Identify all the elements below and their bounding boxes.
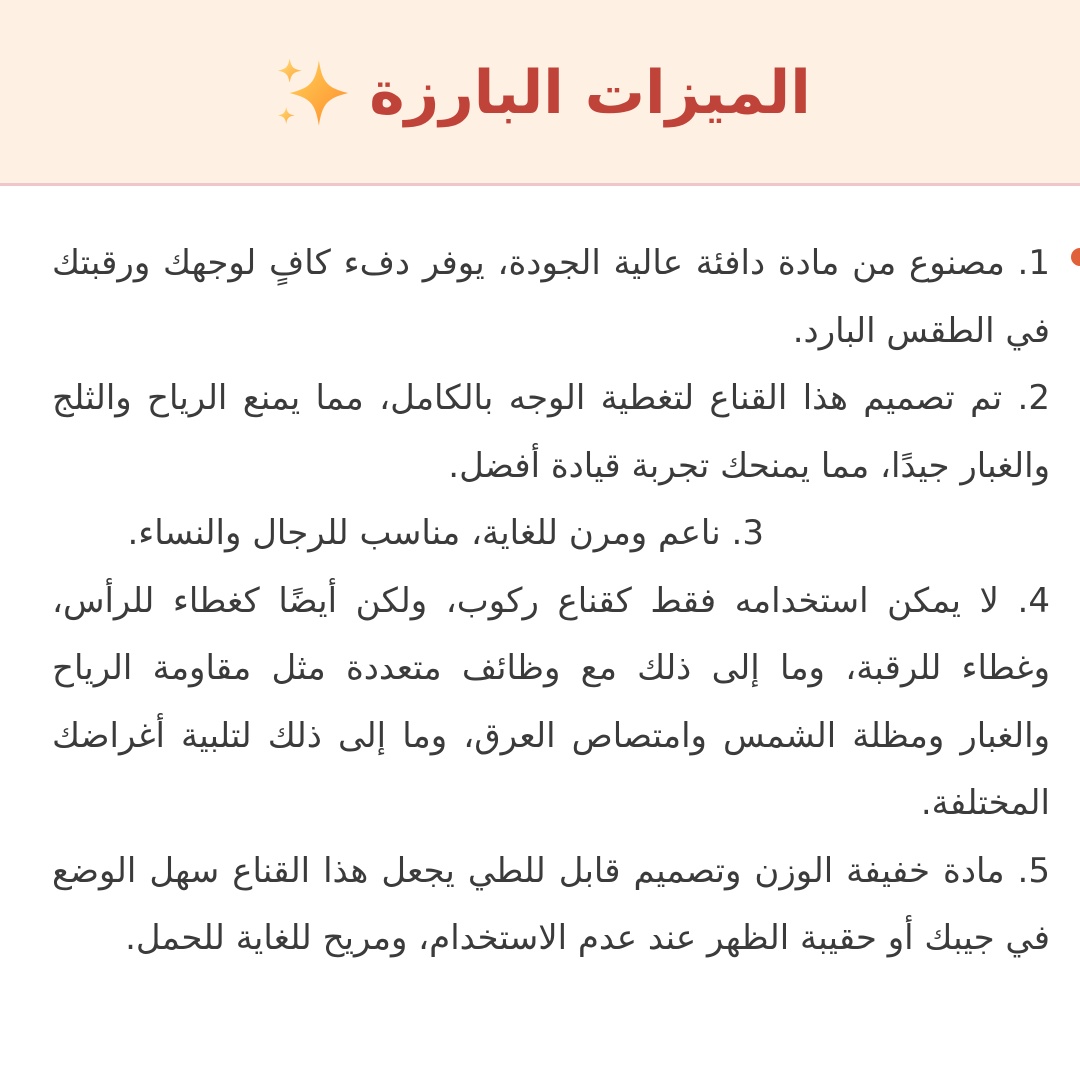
bullet-marker (1071, 248, 1080, 266)
sparkles-icon (269, 50, 355, 136)
feature-item-2: 2. تم تصميم هذا القناع لتغطية الوجه بالكامل، مما يمنع الرياح والثلج والغبار جيدًا، مما يمنحك تجربة قيادة أفضل. (52, 378, 1050, 486)
feature-item-4: 4. لا يمكن استخدامه فقط كقناع ركوب، ولكن أيضًا كغطاء للرأس، وغطاء للرقبة، وما إلى ذلك مع وظائف متعددة مثل مقاومة الرياح والغبار ومظلة الشمس وامتصاص العرق، وما إلى ذلك لتلبية أغراضك المختلفة. (52, 580, 1050, 823)
feature-item-3: 3. ناعم ومرن للغاية، مناسب للرجال والنساء. (127, 513, 764, 553)
title-row (0, 0, 1080, 186)
features-list (52, 230, 1050, 973)
page-title: الميزات البارزة (369, 58, 811, 128)
feature-item-5: 5. مادة خفيفة الوزن وتصميم قابل للطي يجعل هذا القناع سهل الوضع في جيبك أو حقيبة الظهر عند عدم الاستخدام، ومريح للغاية للحمل. (52, 850, 1050, 958)
feature-item-1: 1. مصنوع من مادة دافئة عالية الجودة، يوفر دفء كافٍ لوجهك ورقبتك في الطقس البارد. (52, 243, 1050, 351)
